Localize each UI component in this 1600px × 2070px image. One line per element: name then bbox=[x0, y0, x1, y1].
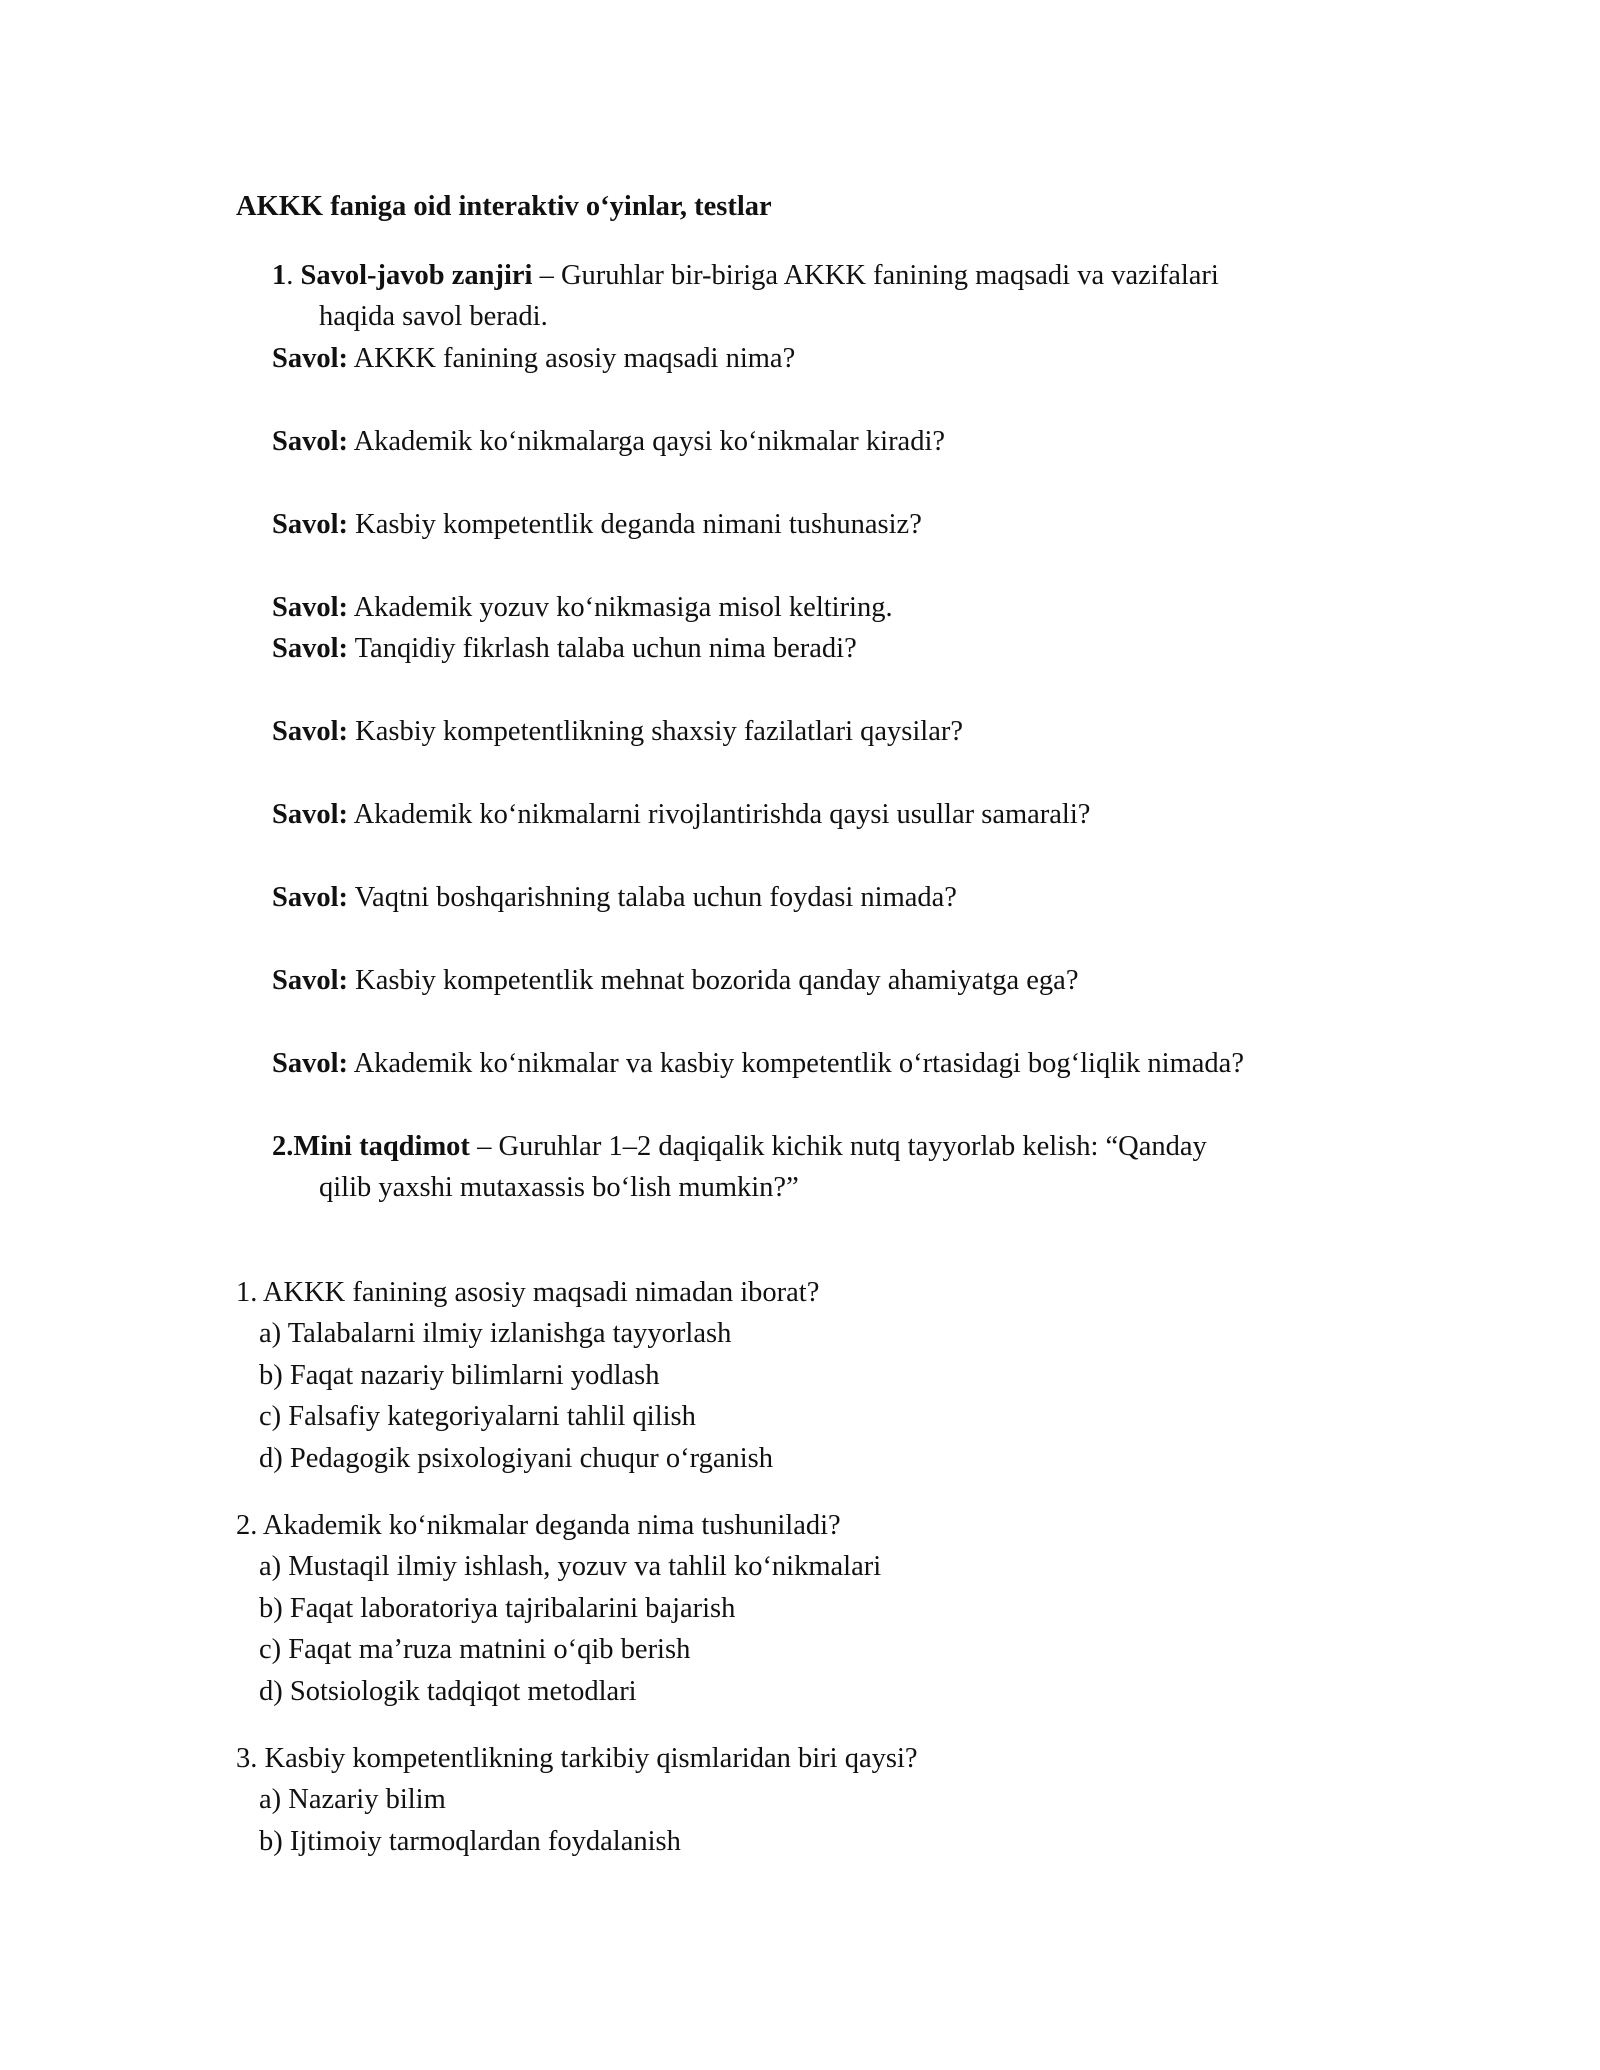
savol-text: Akademik ko‘nikmalarga qaysi ko‘nikmalar kiradi? bbox=[348, 426, 946, 457]
savol-line bbox=[272, 628, 857, 670]
activity-2-heading bbox=[272, 1126, 1207, 1168]
savol-text: Vaqtni boshqarishning talaba uchun foydasi nimada? bbox=[348, 882, 957, 913]
savol-label: Savol: bbox=[272, 716, 349, 747]
test-option: a) Mustaqil ilmiy ishlash, yozuv va tahlil ko‘nikmalari bbox=[259, 1551, 882, 1582]
savol-line bbox=[272, 504, 922, 546]
test-option: a) Nazariy bilim bbox=[259, 1784, 446, 1815]
savol-text: Akademik ko‘nikmalarni rivojlantirishda qaysi usullar samarali? bbox=[348, 799, 1091, 830]
activity-1-desc: – Guruhlar bir-biriga AKKK fanining maqsadi va vazifalari bbox=[532, 260, 1219, 291]
test-question: 2. Akademik ko‘nikmalar deganda nima tushuniladi? bbox=[236, 1510, 841, 1541]
test-option: d) Sotsiologik tadqiqot metodlari bbox=[259, 1676, 637, 1707]
savol-label: Savol: bbox=[272, 426, 349, 457]
savol-line bbox=[272, 794, 1090, 836]
savol-text: AKKK fanining asosiy maqsadi nima? bbox=[348, 343, 796, 374]
activity-1-desc-continued: haqida savol beradi. bbox=[319, 301, 548, 332]
test-option: b) Ijtimoiy tarmoqlardan foydalanish bbox=[259, 1826, 681, 1857]
activity-2-name: Mini taqdimot bbox=[293, 1131, 470, 1162]
activity-2-desc-continued: qilib yaxshi mutaxassis bo‘lish mumkin?” bbox=[319, 1172, 799, 1203]
activity-1-separator: . bbox=[286, 260, 301, 291]
test-option: c) Falsafiy kategoriyalarni tahlil qilish bbox=[259, 1401, 696, 1432]
savol-text: Kasbiy kompetentlik mehnat bozorida qanday ahamiyatga ega? bbox=[348, 965, 1079, 996]
test-question: 1. AKKK fanining asosiy maqsadi nimadan iborat? bbox=[236, 1277, 820, 1308]
activity-1-number: 1 bbox=[272, 260, 287, 291]
savol-line bbox=[272, 877, 957, 919]
savol-text: Tanqidiy fikrlash talaba uchun nima beradi? bbox=[348, 633, 857, 664]
document-title: AKKK faniga oid interaktiv o‘yinlar, testlar bbox=[236, 191, 772, 222]
savol-text: Akademik yozuv ko‘nikmasiga misol keltiring. bbox=[348, 592, 893, 623]
activity-1-heading bbox=[272, 255, 1219, 297]
savol-label: Savol: bbox=[272, 343, 349, 374]
savol-label: Savol: bbox=[272, 965, 349, 996]
savol-line bbox=[272, 421, 945, 463]
savol-line bbox=[272, 338, 795, 380]
test-option: b) Faqat laboratoriya tajribalarini bajarish bbox=[259, 1593, 736, 1624]
activity-1-name: Savol-javob zanjiri bbox=[300, 260, 533, 291]
savol-line bbox=[272, 587, 893, 629]
savol-text: Kasbiy kompetentlikning shaxsiy fazilatlari qaysilar? bbox=[348, 716, 963, 747]
savol-label: Savol: bbox=[272, 509, 349, 540]
activity-2-desc: – Guruhlar 1–2 daqiqalik kichik nutq tayyorlab kelish: “Qanday bbox=[469, 1131, 1207, 1162]
savol-line bbox=[272, 1043, 1244, 1085]
test-option: b) Faqat nazariy bilimlarni yodlash bbox=[259, 1360, 660, 1391]
savol-line bbox=[272, 960, 1078, 1002]
activity-2-number: 2. bbox=[272, 1131, 294, 1162]
savol-label: Savol: bbox=[272, 633, 349, 664]
test-option: d) Pedagogik psixologiyani chuqur o‘rganish bbox=[259, 1443, 773, 1474]
savol-text: Kasbiy kompetentlik deganda nimani tushunasiz? bbox=[348, 509, 922, 540]
savol-label: Savol: bbox=[272, 1048, 349, 1079]
test-option: a) Talabalarni ilmiy izlanishga tayyorlash bbox=[259, 1318, 732, 1349]
test-question: 3. Kasbiy kompetentlikning tarkibiy qismlaridan biri qaysi? bbox=[236, 1743, 918, 1774]
test-option: c) Faqat ma’ruza matnini o‘qib berish bbox=[259, 1634, 691, 1665]
savol-line bbox=[272, 711, 963, 753]
savol-label: Savol: bbox=[272, 882, 349, 913]
savol-text: Akademik ko‘nikmalar va kasbiy kompetentlik o‘rtasidagi bog‘liqlik nimada? bbox=[348, 1048, 1244, 1079]
savol-label: Savol: bbox=[272, 799, 349, 830]
savol-label: Savol: bbox=[272, 592, 349, 623]
